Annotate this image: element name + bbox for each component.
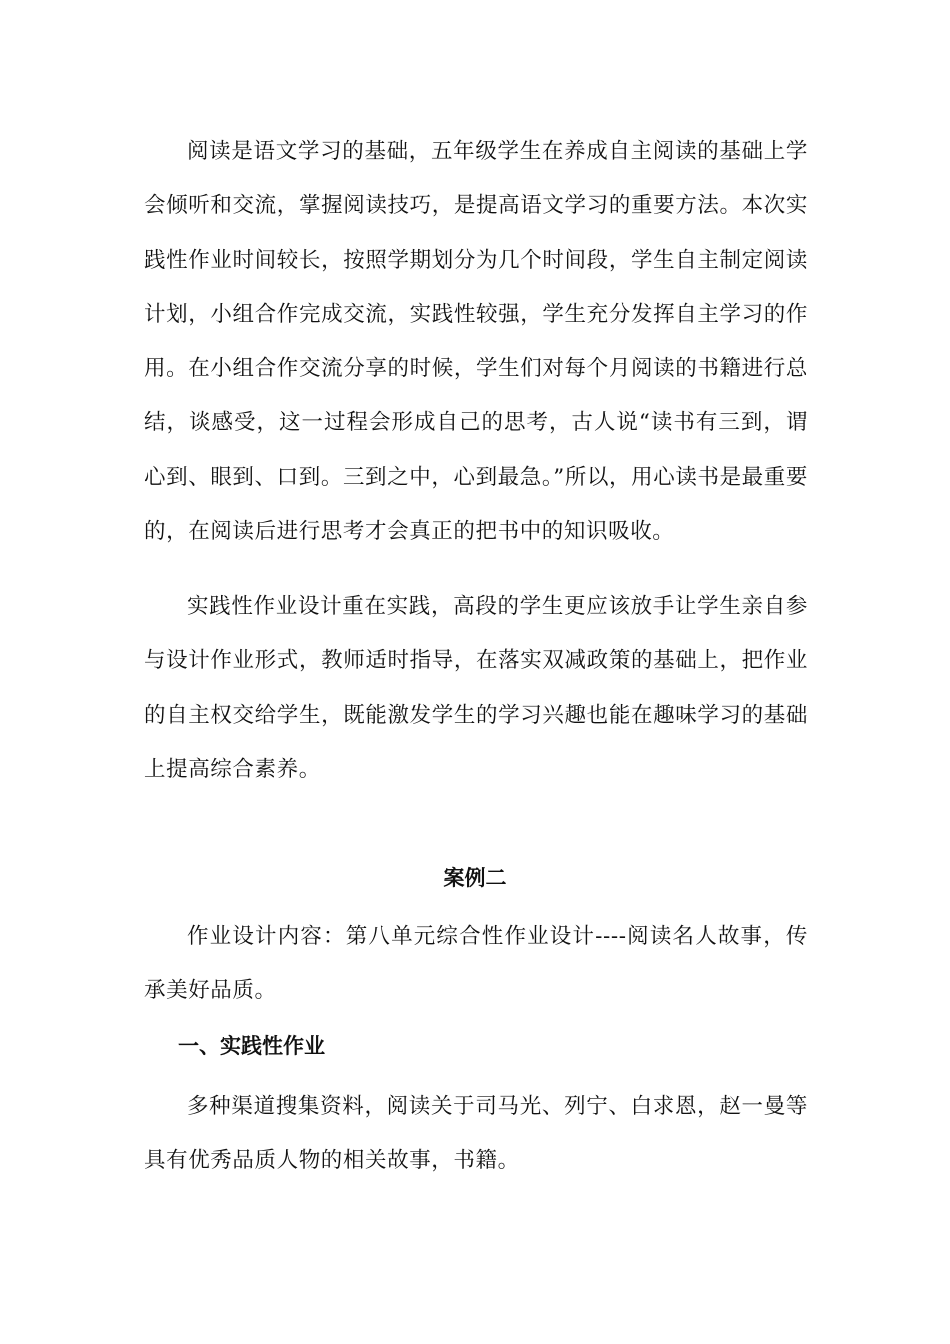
body-paragraph-assignment-content: 作业设计内容：第八单元综合性作业设计----阅读名人故事，传承美好品质。 xyxy=(144,924,808,1004)
body-paragraph-reading-foundation: 阅读是语文学习的基础，五年级学生在养成自主阅读的基础上学会倾听和交流，掌握阅读技巧，是提高语文学习的重要方法。本次实践性作业时间较长，按照学期划分为几个时间段，学生自主制定阅读计划，小组合作完成交流，实践性较强，学生充分发挥自主学习的作用。在小组合作交流分享的时候，学生们对每个月阅读的书籍进行总结，谈感受，这一过程会形成自己的思考，古人说“读书有三到，谓心到、眼到、口到。三到之中，心到最急。”所以，用心读书是最重要的，在阅读后进行思考才会真正的把书中的知识吸收。 xyxy=(144,139,808,545)
body-paragraph-collect-materials: 多种渠道搜集资料，阅读关于司马光、列宁、白求恩，赵一曼等具有优秀品质人物的相关故事，书籍。 xyxy=(144,1094,808,1174)
case-title: 案例二 xyxy=(443,866,507,890)
body-paragraph-practice-design: 实践性作业设计重在实践，高段的学生更应该放手让学生亲自参与设计作业形式，教师适时指导，在落实双减政策的基础上，把作业的自主权交给学生，既能激发学生的学习兴趣也能在趣味学习的基础上提高综合素养。 xyxy=(144,594,808,782)
section-heading-practice-assignment: 一、实践性作业 xyxy=(178,1034,325,1058)
